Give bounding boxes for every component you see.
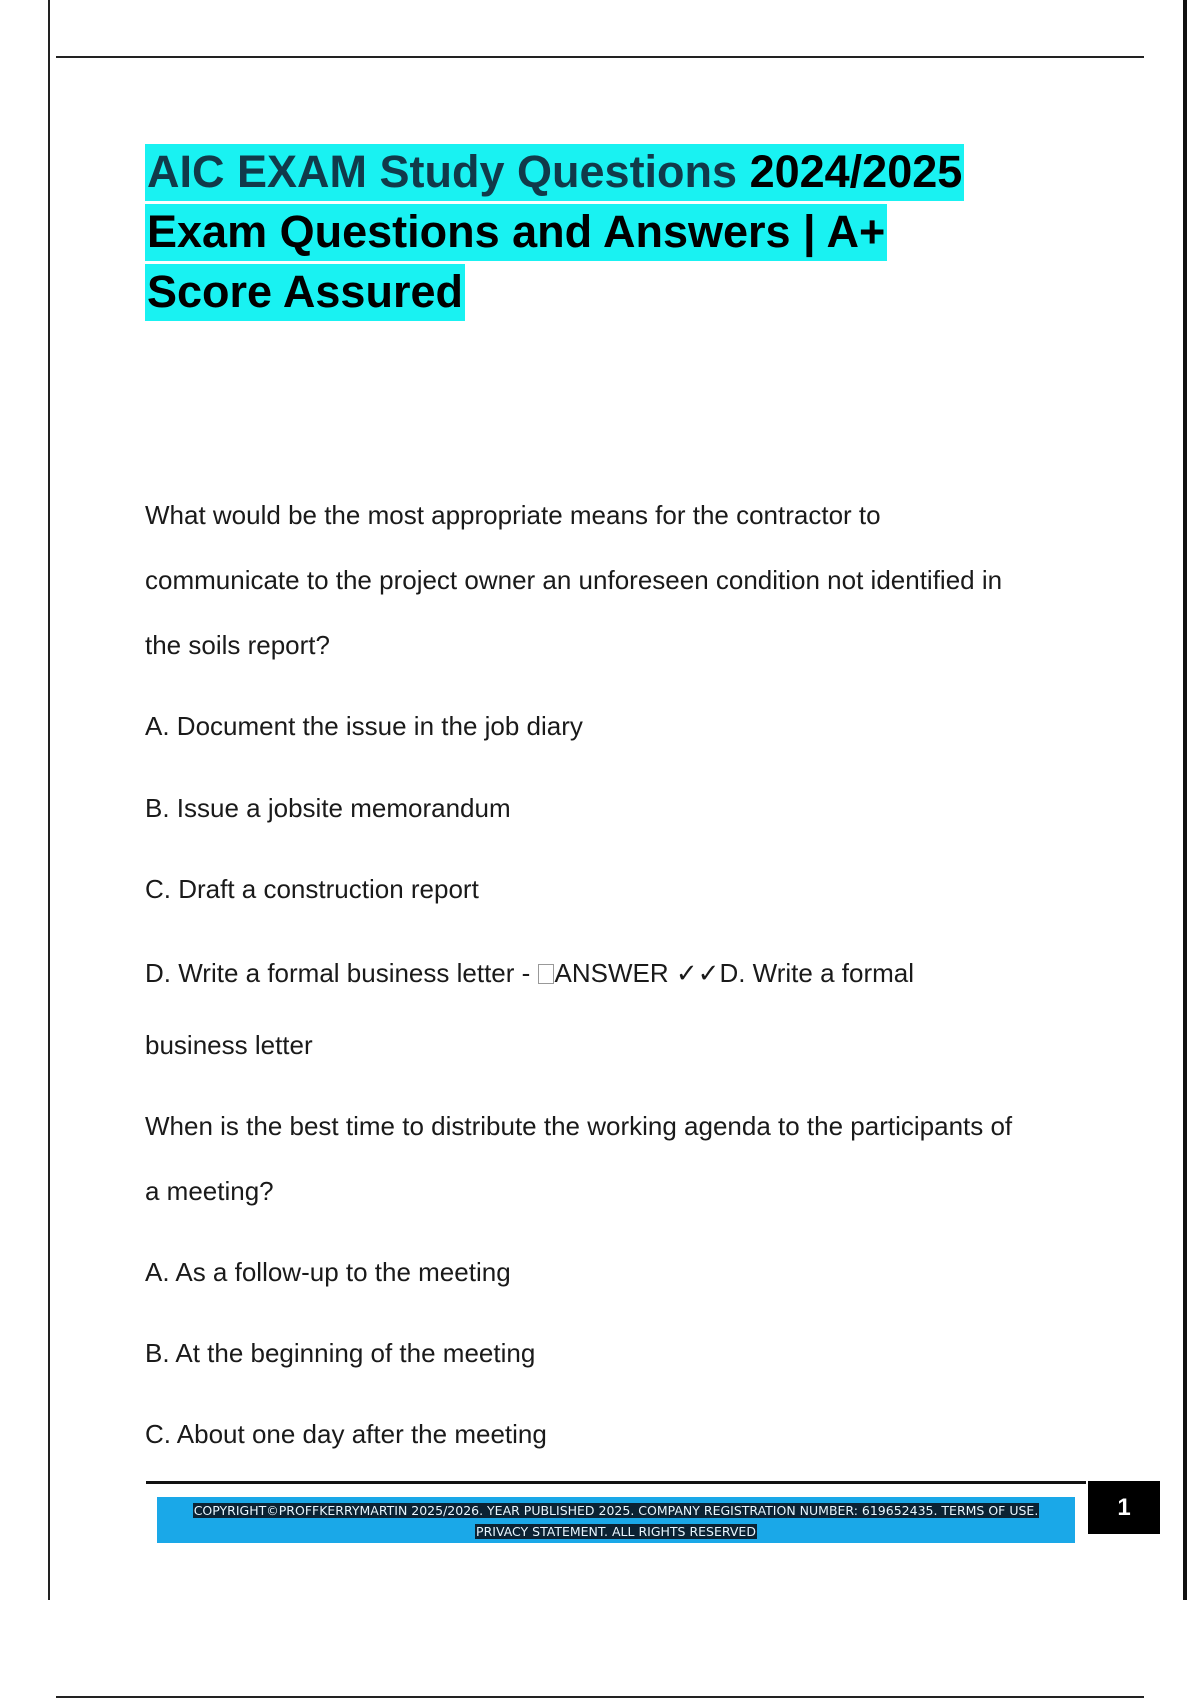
title-line1-part1: AIC EXAM Study Questions bbox=[147, 146, 750, 197]
question-2-option-a: A. As a follow-up to the meeting bbox=[145, 1257, 511, 1287]
footer-line-2: PRIVACY STATEMENT. ALL RIGHTS RESERVED bbox=[476, 1524, 756, 1539]
bottom-rule bbox=[56, 1696, 1144, 1698]
question-1-line-2: communicate to the project owner an unforeseen condition not identified in bbox=[145, 565, 1003, 595]
question-1-option-d bbox=[145, 958, 914, 989]
page-number: 1 bbox=[1088, 1481, 1160, 1534]
question-1-option-d-text: D. Write a formal business letter - bbox=[145, 958, 538, 988]
question-2-option-c: C. About one day after the meeting bbox=[145, 1419, 547, 1449]
header-rule bbox=[56, 56, 1144, 58]
footer-line-1: COPYRIGHT©PROFFKERRYMARTIN 2025/2026. YEAR PUBLISHED 2025. COMPANY REGISTRATION NUMBER: 619652435. TERMS OF USE. bbox=[193, 1503, 1039, 1518]
question-2-option-b: B. At the beginning of the meeting bbox=[145, 1338, 536, 1368]
question-1-line-3: the soils report? bbox=[145, 630, 330, 660]
question-1-line-1: What would be the most appropriate means for the contractor to bbox=[145, 500, 881, 530]
question-2-line-1: When is the best time to distribute the working agenda to the participants of bbox=[145, 1111, 1013, 1141]
question-1-answer-continuation: business letter bbox=[145, 1030, 313, 1060]
question-1-answer: ANSWER ✓✓D. Write a formal bbox=[554, 958, 914, 988]
page-left-border bbox=[48, 0, 50, 1600]
answer-box-icon bbox=[538, 964, 554, 984]
page-right-border bbox=[1183, 0, 1187, 1600]
question-1-option-b: B. Issue a jobsite memorandum bbox=[145, 793, 511, 823]
title-line1-part2: 2024/2025 bbox=[749, 146, 963, 197]
footer-rule bbox=[146, 1481, 1086, 1484]
question-1-option-c: C. Draft a construction report bbox=[145, 874, 479, 904]
title-line3: Score Assured bbox=[145, 264, 465, 321]
document-title bbox=[145, 142, 1045, 322]
footer-copyright bbox=[157, 1500, 1075, 1542]
question-2-line-2: a meeting? bbox=[145, 1176, 274, 1206]
question-1-option-a: A. Document the issue in the job diary bbox=[145, 711, 583, 741]
title-line2: Exam Questions and Answers | A+ bbox=[145, 204, 887, 261]
